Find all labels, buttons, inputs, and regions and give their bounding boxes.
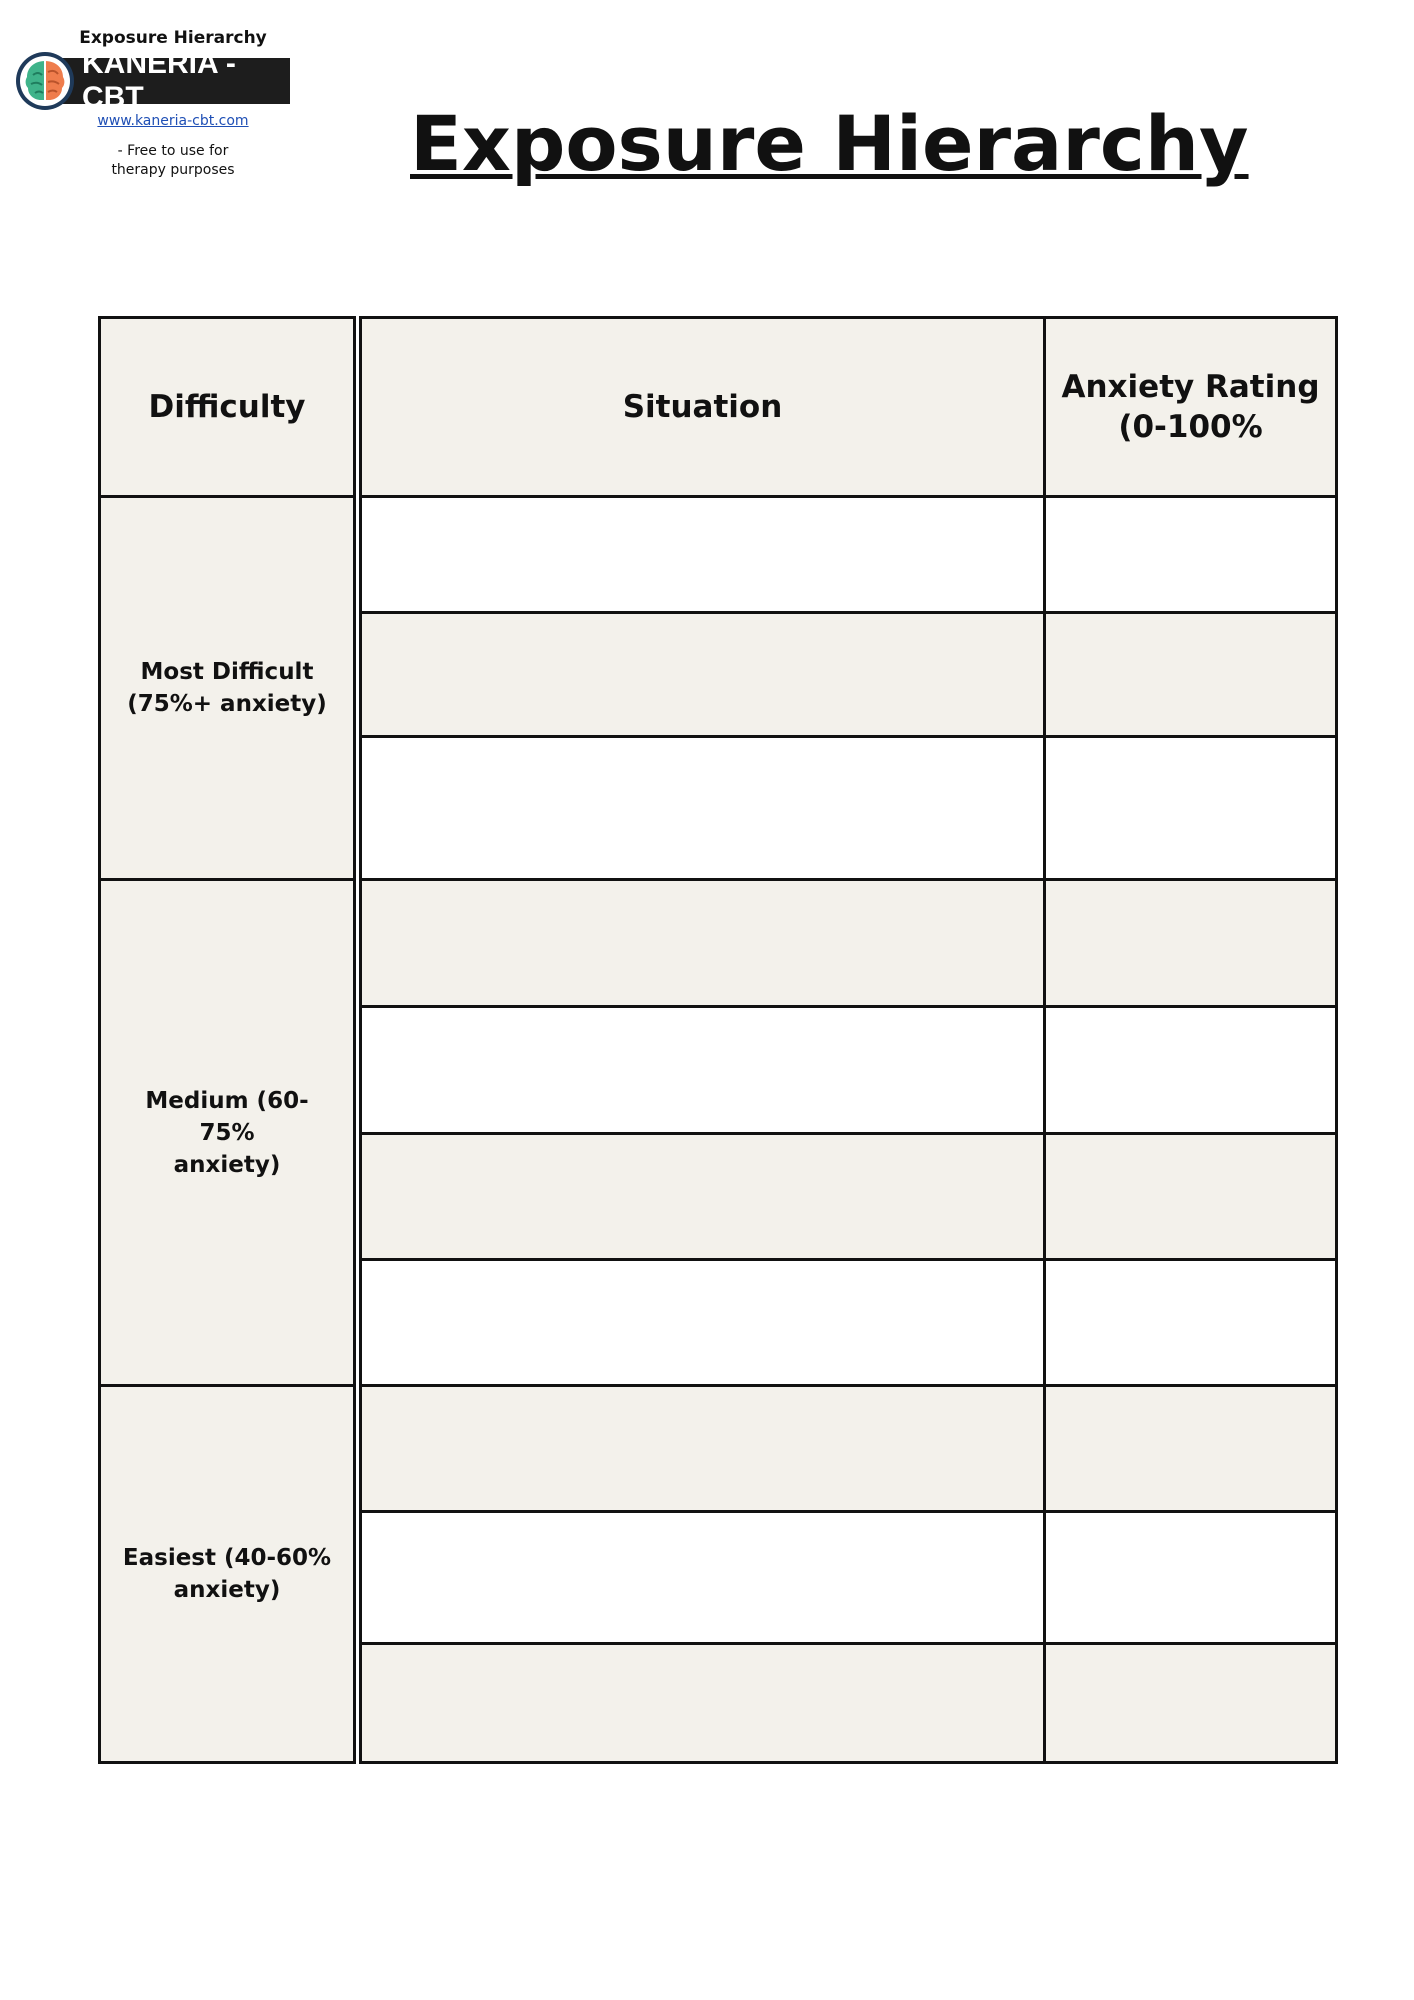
anxiety-rating-cell[interactable]: [1043, 495, 1338, 614]
situation-cell[interactable]: [359, 611, 1046, 738]
brand-logo-text: KANERIA - CBT: [82, 47, 236, 114]
brain-logo-icon: [14, 50, 76, 112]
situation-cell[interactable]: [359, 1642, 1046, 1764]
group-easiest-line1: Easiest (40-60%: [122, 1545, 332, 1571]
header-difficulty: [98, 316, 356, 498]
exposure-table: [98, 316, 1338, 1764]
group-most-difficult: [98, 495, 356, 881]
anxiety-rating-cell[interactable]: [1043, 1642, 1338, 1764]
situation-cell[interactable]: [359, 878, 1046, 1008]
brand-logo-bar: [48, 47, 290, 114]
header-situation: [359, 316, 1046, 498]
anxiety-rating-cell[interactable]: [1043, 1132, 1338, 1261]
anxiety-rating-cell[interactable]: [1043, 878, 1338, 1008]
group-easiest: [98, 1384, 356, 1764]
anxiety-rating-cell[interactable]: [1043, 611, 1338, 738]
brand-caption: Exposure Hierarchy: [79, 28, 267, 48]
situation-cell[interactable]: [359, 1510, 1046, 1645]
situation-cell[interactable]: [359, 1005, 1046, 1135]
anxiety-rating-cell[interactable]: [1043, 1510, 1338, 1645]
header-anxiety-line2: (0-100%: [1118, 409, 1263, 445]
anxiety-rating-cell[interactable]: [1043, 735, 1338, 881]
group-medium-line1: Medium (60-75%: [145, 1087, 309, 1146]
group-medium-line2: anxiety): [173, 1151, 281, 1178]
header-anxiety-rating: [1043, 316, 1338, 498]
header-anxiety-line1: Anxiety Rating: [1061, 369, 1320, 405]
situation-cell[interactable]: [359, 1132, 1046, 1261]
group-most-difficult-line1: Most Difficult: [140, 659, 314, 685]
usage-note-line1: - Free to use for: [117, 143, 229, 159]
page-title: Exposure Hierarchy: [410, 99, 1249, 188]
usage-note: [0, 142, 346, 180]
usage-note-line2: therapy purposes: [111, 162, 235, 178]
anxiety-rating-cell[interactable]: [1043, 1258, 1338, 1387]
group-most-difficult-line2: (75%+ anxiety): [127, 691, 327, 717]
header-anxiety-label: [1061, 367, 1319, 447]
group-medium: [98, 878, 356, 1387]
group-easiest-line2: anxiety): [173, 1577, 281, 1603]
brand-block: [0, 0, 350, 190]
anxiety-rating-cell[interactable]: [1043, 1384, 1338, 1513]
website-link[interactable]: www.kaneria-cbt.com: [97, 113, 249, 129]
situation-cell[interactable]: [359, 495, 1046, 614]
header-situation-label: Situation: [622, 389, 783, 425]
situation-cell[interactable]: [359, 1384, 1046, 1513]
situation-cell[interactable]: [359, 1258, 1046, 1387]
header-difficulty-label: Difficulty: [148, 389, 306, 425]
anxiety-rating-cell[interactable]: [1043, 1005, 1338, 1135]
situation-cell[interactable]: [359, 735, 1046, 881]
